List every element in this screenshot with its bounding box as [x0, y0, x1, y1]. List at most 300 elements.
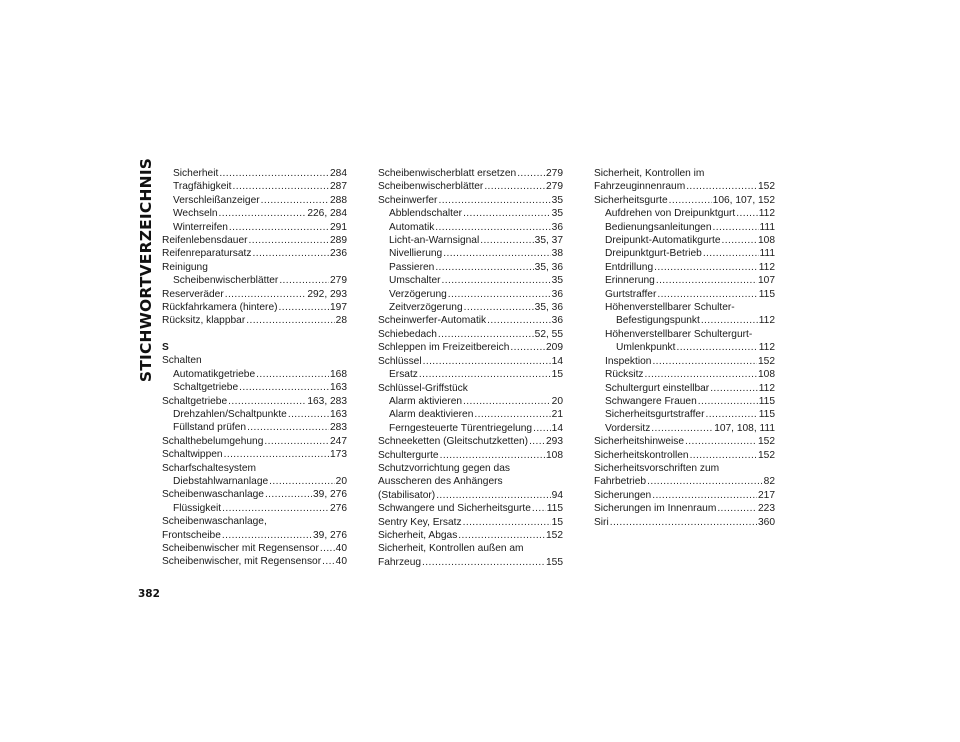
dot-leader [239, 381, 329, 394]
index-entry-term: Sicherheit, Abgas [378, 529, 458, 541]
dot-leader [647, 475, 763, 488]
index-entry [378, 489, 563, 502]
dot-leader [247, 421, 329, 434]
index-entry-pages: 36 [551, 288, 563, 300]
index-entry-term: Fahrzeuginnenraum [594, 181, 686, 193]
index-entry [378, 314, 563, 327]
side-section-title [133, 157, 159, 383]
dot-leader [463, 207, 551, 220]
index-heading-line: Reinigung [162, 261, 208, 273]
dot-leader [701, 314, 758, 327]
index-entry-term: Schaltgetriebe [162, 395, 228, 407]
index-heading-line: Höhenverstellbarer Schulter- [605, 302, 735, 314]
index-entry-pages: 108 [758, 369, 775, 381]
index-entry-pages: 35, 36 [534, 302, 563, 314]
index-entry-term: Rückfahrkamera (hintere) [162, 302, 278, 314]
index-entry-term: Licht-an-Warnsignal [389, 235, 480, 247]
index-entry-pages: 209 [546, 342, 563, 354]
index-letter-heading: S [162, 341, 169, 353]
dot-leader [438, 328, 534, 341]
index-entry-term: Scheibenwischerblätter [173, 275, 279, 287]
index-entry-pages: 289 [330, 235, 347, 247]
index-entry-term: Schultergurte [378, 449, 439, 461]
dot-leader [233, 180, 329, 193]
index-heading-line: Scheibenwaschanlage, [162, 516, 267, 528]
index-entry-term: Diebstahlwarnanlage [173, 475, 269, 487]
index-entry [594, 194, 775, 207]
index-entry-pages: 152 [758, 436, 775, 448]
dot-leader [435, 261, 533, 274]
index-entry [594, 314, 775, 327]
index-entry-term: Verschleißanzeiger [173, 194, 260, 206]
dot-leader [610, 516, 757, 529]
dot-leader [676, 341, 757, 354]
index-entry-pages: 293 [546, 436, 563, 448]
index-entry-term: Sicherheitskontrollen [594, 449, 689, 461]
index-entry [594, 288, 775, 301]
index-entry [162, 288, 347, 301]
index-entry [594, 516, 775, 529]
index-entry-pages: 28 [335, 315, 347, 327]
dot-leader [710, 382, 758, 395]
index-entry-pages: 111 [759, 221, 775, 233]
index-entry-term: Bedienungsanleitungen [605, 221, 712, 233]
index-entry [378, 207, 563, 220]
index-entry [162, 529, 347, 542]
index-entry [378, 274, 563, 287]
dot-leader [440, 449, 545, 462]
dot-leader [249, 234, 329, 247]
dot-leader [517, 167, 545, 180]
dot-leader [256, 368, 329, 381]
index-heading-line: Sicherheit, Kontrollen im [594, 168, 705, 179]
index-entry [378, 221, 563, 234]
index-entry-pages: 21 [551, 409, 563, 421]
dot-leader [419, 368, 551, 381]
index-entry-term: Scheibenwischer mit Regensensor [162, 542, 319, 554]
dot-leader [219, 167, 329, 180]
index-entry [162, 502, 347, 515]
index-entry [162, 475, 347, 488]
dot-leader [703, 247, 759, 260]
index-entry-pages: 197 [330, 302, 347, 314]
index-entry [162, 234, 347, 247]
index-entry-term: Reifenreparatursatz [162, 248, 252, 260]
dot-leader [261, 194, 329, 207]
dot-leader [458, 529, 545, 542]
index-entry [594, 408, 775, 421]
index-entry-term: Schwangere und Sicherheitsgurte [378, 503, 531, 515]
index-entry-pages: 279 [330, 275, 347, 287]
index-entry [162, 180, 347, 193]
index-entry-term: Schwangere Frauen [605, 395, 697, 407]
dot-leader [442, 274, 551, 287]
dot-leader [423, 355, 551, 368]
index-entry [378, 328, 563, 341]
index-entry-term: Passieren [389, 261, 435, 273]
index-entry [594, 247, 775, 260]
index-heading-line: Sicherheitsvorschriften zum [594, 462, 720, 474]
index-entry-pages: 20 [551, 395, 563, 407]
dot-leader [685, 435, 757, 448]
index-entry-pages: 112 [758, 261, 775, 273]
dot-leader [529, 435, 545, 448]
dot-leader [265, 488, 312, 501]
index-entry-term: Sentry Key, Ersatz [378, 516, 462, 528]
index-entry-term: Wechseln [173, 208, 218, 220]
index-entry-term: Fahrzeug [378, 556, 422, 568]
index-entry [594, 368, 775, 381]
dot-leader [246, 314, 334, 327]
dot-leader [222, 529, 312, 542]
dot-leader [222, 502, 329, 515]
index-entry-pages: 14 [551, 422, 563, 434]
dot-leader [651, 422, 713, 435]
index-entry-pages: 223 [758, 503, 775, 515]
index-entry [594, 180, 775, 193]
index-entry [378, 408, 563, 421]
index-entry-pages: 112 [758, 315, 775, 327]
dot-leader [474, 408, 550, 421]
dot-leader [435, 221, 550, 234]
index-entry [378, 355, 563, 368]
index-entry [162, 488, 347, 501]
index-entry-term: Dreipunkt-Automatikgurte [605, 235, 721, 247]
index-heading-line: Sicherheit, Kontrollen außen am [378, 543, 524, 555]
index-entry [594, 355, 775, 368]
index-heading-line: Scharfschaltesystem [162, 462, 256, 474]
index-heading-line: Höhenverstellbarer Schultergurt- [605, 328, 753, 340]
index-entry-term: Rücksitz [605, 369, 644, 381]
index-heading-line: Schalten [162, 355, 202, 367]
index-entry [378, 288, 563, 301]
index-entry [594, 341, 775, 354]
index-entry [594, 449, 775, 462]
index-entry [378, 234, 563, 247]
index-entry-pages: 152 [758, 355, 775, 367]
dot-leader [463, 516, 551, 529]
index-entry-term: Alarm deaktivieren [389, 409, 474, 421]
index-entry-pages: 152 [758, 181, 775, 193]
index-entry-pages: 152 [546, 529, 563, 541]
index-entry [378, 449, 563, 462]
index-entry-pages: 284 [330, 168, 347, 179]
index-entry-pages: 168 [330, 368, 347, 380]
index-entry-pages: 155 [546, 556, 563, 568]
index-entry [594, 395, 775, 408]
index-entry [378, 395, 563, 408]
index-entry-pages: 35, 37 [534, 235, 563, 247]
index-entry-pages: 82 [763, 476, 775, 488]
index-entry-term: Sicherungen im Innenraum [594, 503, 717, 515]
index-entry-term: Tragfähigkeit [173, 181, 232, 193]
index-entry-pages: 291 [330, 221, 347, 233]
index-entry-pages: 115 [758, 395, 775, 407]
index-entry-pages: 111 [759, 248, 775, 260]
index-entry-term: Schlüssel [378, 355, 422, 367]
index-entry-pages: 173 [330, 449, 347, 461]
index-entry-pages: 15 [551, 369, 563, 381]
dot-leader [690, 449, 757, 462]
index-entry [162, 555, 347, 568]
index-entry-term: Umschalter [389, 275, 441, 287]
dot-leader [422, 556, 545, 569]
index-entry [594, 234, 775, 247]
dot-leader [463, 395, 551, 408]
index-entry [594, 435, 775, 448]
index-entry-pages: 360 [758, 516, 775, 528]
index-entry-term: Schleppen im Freizeitbereich [378, 342, 510, 354]
index-entry-pages: 279 [546, 181, 563, 193]
index-entry-pages: 115 [758, 288, 775, 300]
index-entry [162, 368, 347, 381]
dot-leader [438, 194, 550, 207]
dot-leader [656, 274, 757, 287]
index-entry-term: Schneeketten (Gleitschutzketten) [378, 436, 529, 448]
index-entry-pages: 36 [551, 315, 563, 327]
index-entry-pages: 112 [758, 208, 775, 220]
index-entry-term: Ferngesteuerte Türentriegelung [389, 422, 533, 434]
index-entry [594, 221, 775, 234]
index-entry-pages: 38 [551, 248, 563, 260]
dot-leader [669, 194, 712, 207]
index-entry-pages: 52, 55 [534, 328, 563, 340]
dot-leader [448, 288, 551, 301]
index-entry-pages: 112 [758, 382, 775, 394]
dot-leader [713, 221, 759, 234]
index-heading-line: Ausscheren des Anhängers [378, 476, 503, 488]
index-entry [378, 301, 563, 314]
dot-leader [443, 247, 550, 260]
index-entry [162, 381, 347, 394]
index-entry-pages: 36 [551, 221, 563, 233]
index-entry-term: Dreipunktgurt-Betrieb [605, 248, 702, 260]
index-entry-pages: 292, 293 [307, 288, 347, 300]
index-entry [378, 422, 563, 435]
index-entry-term: Siri [594, 516, 609, 528]
index-entry-pages: 107 [758, 275, 775, 287]
index-entry [162, 408, 347, 421]
dot-leader [322, 555, 335, 568]
dot-leader [228, 395, 306, 408]
index-entry [378, 341, 563, 354]
dot-leader [705, 408, 757, 421]
index-entry [378, 194, 563, 207]
index-entry [162, 395, 347, 408]
index-entry-pages: 236 [330, 248, 347, 260]
index-entry-term: Scheibenwischerblatt ersetzen [378, 168, 517, 179]
index-entry [162, 247, 347, 260]
dot-leader [279, 301, 330, 314]
index-entry-pages: 163 [330, 382, 347, 394]
index-entry-pages: 226, 284 [307, 208, 347, 220]
index-entry-pages: 106, 107, 152 [712, 194, 775, 206]
index-entry [378, 180, 563, 193]
index-entry-pages: 283 [330, 422, 347, 434]
index-entry-term: Ersatz [389, 369, 418, 381]
index-entry-pages: 115 [758, 409, 775, 421]
index-entry-term: Scheinwerfer [378, 194, 438, 206]
dot-leader [533, 422, 551, 435]
index-entry [162, 207, 347, 220]
dot-leader [657, 288, 757, 301]
index-entry [378, 529, 563, 542]
dot-leader [464, 301, 534, 314]
index-entry-pages: 35 [551, 208, 563, 220]
index-entry-term: Reserveräder [162, 288, 224, 300]
index-entry-pages: 20 [335, 475, 347, 487]
index-entry-pages: 112 [758, 342, 775, 354]
dot-leader [654, 261, 758, 274]
index-entry [378, 167, 563, 180]
dot-leader [219, 207, 307, 220]
index-entry [378, 556, 563, 569]
index-entry-term: Scheibenwaschanlage [162, 489, 264, 501]
index-entry-term: Schiebedach [378, 328, 437, 340]
index-entry-term: Automatikgetriebe [173, 368, 256, 380]
index-entry-term: Sicherheitshinweise [594, 436, 685, 448]
index-heading-line: Schutzvorrichtung gegen das [378, 462, 510, 474]
index-entry [162, 167, 347, 180]
index-entry-pages: 163 [330, 408, 347, 420]
index-entry [378, 368, 563, 381]
index-entry-pages: 163, 283 [307, 395, 347, 407]
index-entry-pages: 276 [330, 502, 347, 514]
side-title-text: STICHWORTVERZEICHNIS [137, 157, 155, 383]
index-entry-term: Frontscheibe [162, 529, 221, 541]
dot-leader [480, 234, 533, 247]
index-entry-pages: 15 [551, 516, 563, 528]
index-entry [162, 194, 347, 207]
dot-leader [229, 221, 329, 234]
index-entry-pages: 287 [330, 181, 347, 193]
index-entry [594, 475, 775, 488]
dot-leader [722, 234, 757, 247]
index-entry-term: Scheinwerfer-Automatik [378, 315, 487, 327]
index-entry [378, 435, 563, 448]
index-entry [162, 301, 347, 314]
index-entry-term: Erinnerung [605, 275, 655, 287]
index-column-1 [162, 167, 347, 569]
index-entry-term: Scheibenwischerblätter [378, 181, 484, 193]
index-entry-term: Winterreifen [173, 221, 228, 233]
index-entry [378, 247, 563, 260]
index-entry-term: Drehzahlen/Schaltpunkte [173, 408, 287, 420]
index-entry-term: Vordersitz [605, 422, 651, 434]
dot-leader [279, 274, 329, 287]
index-entry [378, 516, 563, 529]
index-entry-pages: 40 [335, 542, 347, 554]
index-entry-pages: 40 [335, 556, 347, 568]
index-entry [594, 422, 775, 435]
index-entry-term: Schaltwippen [162, 449, 223, 461]
index-entry-term: Fahrbetrieb [594, 476, 647, 488]
index-entry-term: Schaltgetriebe [173, 382, 239, 394]
index-entry [594, 489, 775, 502]
index-entry [162, 448, 347, 461]
dot-leader [510, 341, 545, 354]
index-entry [378, 261, 563, 274]
index-entry-pages: 107, 108, 111 [714, 422, 775, 434]
dot-leader [717, 502, 757, 515]
index-entry-term: Schalthebelumgehung [162, 435, 264, 447]
index-entry-pages: 279 [546, 168, 563, 179]
index-entry-pages: 35 [551, 275, 563, 287]
index-entry [162, 542, 347, 555]
index-entry-term: Flüssigkeit [173, 502, 222, 514]
dot-leader [487, 314, 551, 327]
dot-leader [225, 288, 307, 301]
index-entry-pages: 14 [551, 355, 563, 367]
index-column-3 [594, 167, 775, 529]
index-entry-term: Abblendschalter [389, 208, 463, 220]
index-entry-term: Sicherheit [173, 168, 219, 179]
index-entry [594, 207, 775, 220]
index-entry [594, 382, 775, 395]
index-entry-term: Reifenlebensdauer [162, 235, 248, 247]
index-entry-term: Automatik [389, 221, 435, 233]
dot-leader [288, 408, 329, 421]
index-entry [162, 435, 347, 448]
index-entry-term: Alarm aktivieren [389, 395, 463, 407]
index-entry [162, 421, 347, 434]
index-entry-pages: 247 [330, 435, 347, 447]
dot-leader [224, 448, 329, 461]
dot-leader [686, 180, 757, 193]
dot-leader [532, 502, 546, 515]
index-entry-term: Entdrillung [605, 261, 654, 273]
index-entry-term: Füllstand prüfen [173, 422, 247, 434]
index-entry [594, 274, 775, 287]
dot-leader [269, 475, 335, 488]
index-entry-term: Zeitverzögerung [389, 302, 463, 314]
dot-leader [645, 368, 758, 381]
dot-leader [252, 247, 329, 260]
index-entry-pages: 39, 276 [313, 489, 347, 501]
index-entry [594, 261, 775, 274]
index-entry-term: Sicherheitsgurtstraffer [605, 409, 705, 421]
index-entry-pages: 115 [546, 503, 563, 515]
index-entry-term: Sicherheitsgurte [594, 194, 668, 206]
index-entry-pages: 152 [758, 449, 775, 461]
index-entry-term: Aufdrehen von Dreipunktgurt [605, 208, 736, 220]
index-entry-pages: 39, 276 [313, 529, 347, 541]
index-entry-pages: 108 [758, 235, 775, 247]
index-entry-term: Rücksitz, klappbar [162, 315, 246, 327]
index-entry-term: Schultergurt einstellbar [605, 382, 710, 394]
dot-leader [652, 355, 757, 368]
index-entry-pages: 217 [758, 489, 775, 501]
index-entry-pages: 35, 36 [534, 261, 563, 273]
index-entry-term: Befestigungspunkt [616, 315, 700, 327]
index-entry [162, 274, 347, 287]
index-entry-term: Nivellierung [389, 248, 443, 260]
dot-leader [698, 395, 758, 408]
dot-leader [652, 489, 757, 502]
dot-leader [736, 207, 757, 220]
index-entry [378, 502, 563, 515]
index-entry-pages: 108 [546, 449, 563, 461]
dot-leader [436, 489, 550, 502]
index-entry [162, 314, 347, 327]
index-column-2 [378, 167, 563, 569]
index-entry-term: Inspektion [605, 355, 652, 367]
index-entry-pages: 35 [551, 194, 563, 206]
index-entry-pages: 94 [551, 489, 563, 501]
index-entry-term: Umlenkpunkt [616, 342, 676, 354]
index-entry [594, 502, 775, 515]
index-entry-term: Gurtstraffer [605, 288, 657, 300]
